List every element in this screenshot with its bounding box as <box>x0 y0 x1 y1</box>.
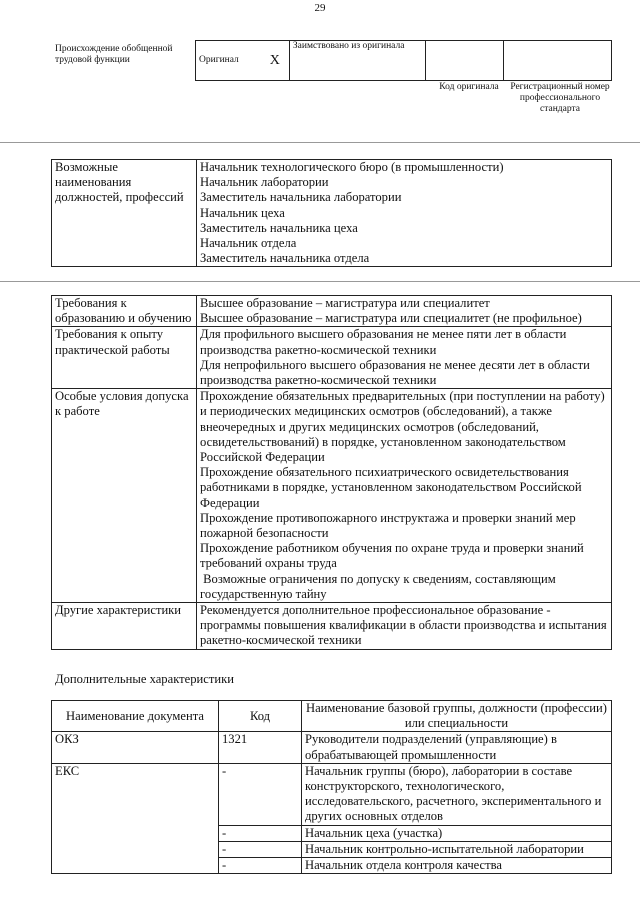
requirement-line: Рекомендуется дополнительное профессиональное образование - программы повышения квалификации в области производства и испытания ракетно-космической техники <box>200 603 610 648</box>
positions-label: Возможные наименования должностей, профессий <box>52 160 197 267</box>
code-cell: - <box>219 858 302 874</box>
doc-cell: ЕКС <box>52 763 219 873</box>
position-item: Начальник лаборатории <box>200 175 329 190</box>
origin-table <box>195 40 612 81</box>
origin-original: Оригинал <box>196 41 261 81</box>
page-number: 29 <box>314 2 326 14</box>
code-cell: 1321 <box>219 732 302 763</box>
table-row <box>52 763 612 825</box>
origin-reg-label: Регистрационный номер профессионального стандарта <box>510 82 610 114</box>
origin-code-label: Код оригинала <box>439 82 499 92</box>
requirement-label: Особые условия допуска к работе <box>52 389 197 603</box>
separator <box>0 142 640 143</box>
doc-cell: ОКЗ <box>52 732 219 763</box>
additional-heading: Дополнительные характеристики <box>55 672 234 686</box>
requirement-row <box>52 296 612 327</box>
table-row <box>52 732 612 763</box>
name-cell: Начальник группы (бюро), лаборатории в составе конструкторского, технологического, исследовательского, расчетного, экспериментального и других основных отделов <box>302 763 612 825</box>
requirement-value <box>197 603 612 650</box>
requirement-row <box>52 389 612 603</box>
position-item: Начальник цеха <box>200 205 285 220</box>
code-cell: - <box>219 841 302 857</box>
header-doc: Наименование документа <box>52 701 219 732</box>
requirement-row <box>52 603 612 650</box>
requirement-value <box>197 389 612 603</box>
position-item: Заместитель начальника отдела <box>200 251 370 266</box>
name-cell: Руководители подразделений (управляющие) в обрабатывающей промышленности <box>302 732 612 763</box>
additional-table <box>51 700 612 874</box>
code-cell: - <box>219 763 302 825</box>
header-code: Код <box>219 701 302 732</box>
requirement-line: Высшее образование – магистратура или специалитет <box>200 296 490 310</box>
origin-label: Происхождение обобщенной трудовой функции <box>55 44 173 65</box>
requirements-table <box>51 295 612 650</box>
origin-borrowed: Заимствовано из оригинала <box>289 41 425 81</box>
position-item: Начальник технологического бюро (в промышленности) <box>200 160 504 174</box>
origin-mark: X <box>261 41 290 81</box>
positions-table <box>51 159 612 267</box>
requirement-label: Требования к опыту практической работы <box>52 327 197 389</box>
requirement-row <box>52 327 612 389</box>
header-name: Наименование базовой группы, должности (профессии) или специальности <box>302 701 612 732</box>
code-cell: - <box>219 825 302 841</box>
requirement-line: Для профильного высшего образования не менее пяти лет в области производства ракетно-космической техники <box>200 327 570 357</box>
requirement-line: Возможные ограничения по допуску к сведениям, составляющим государственную тайну <box>200 571 559 601</box>
origin-code-cell <box>426 41 504 81</box>
name-cell: Начальник отдела контроля качества <box>302 858 612 874</box>
position-item: Заместитель начальника цеха <box>200 220 358 235</box>
separator <box>0 281 640 282</box>
requirement-value <box>197 296 612 327</box>
requirement-line: Для непрофильного высшего образования не менее десяти лет в области производства ракетно-космической техники <box>200 357 593 388</box>
requirement-value <box>197 327 612 389</box>
requirement-line: Прохождение обязательного психиатрического освидетельствования работниками в порядке, установленном законодательством Российской Федерации <box>200 465 585 510</box>
name-cell: Начальник контрольно-испытательной лаборатории <box>302 841 612 857</box>
requirement-label: Другие характеристики <box>52 603 197 650</box>
positions-list <box>197 160 612 267</box>
requirement-line: Прохождение работником обучения по охране труда и проверки знаний требований охраны труда <box>200 541 587 571</box>
requirement-line: Прохождение противопожарного инструктажа и проверки знаний мер пожарной безопасности <box>200 510 579 541</box>
requirement-line: Прохождение обязательных предварительных (при поступлении на работу) и периодических медицинских осмотров (обследований), а также внеочередных и других медицинских осмотров (обследований, освидетельствований) в порядке, установленном законодательством Российской Федерации <box>200 389 608 465</box>
requirement-line: Высшее образование – магистратура или специалитет (не профильное) <box>200 311 582 326</box>
position-item: Заместитель начальника лаборатории <box>200 190 402 205</box>
position-item: Начальник отдела <box>200 236 297 251</box>
origin-reg-cell <box>503 41 611 81</box>
requirement-label: Требования к образованию и обучению <box>52 296 197 327</box>
name-cell: Начальник цеха (участка) <box>302 825 612 841</box>
